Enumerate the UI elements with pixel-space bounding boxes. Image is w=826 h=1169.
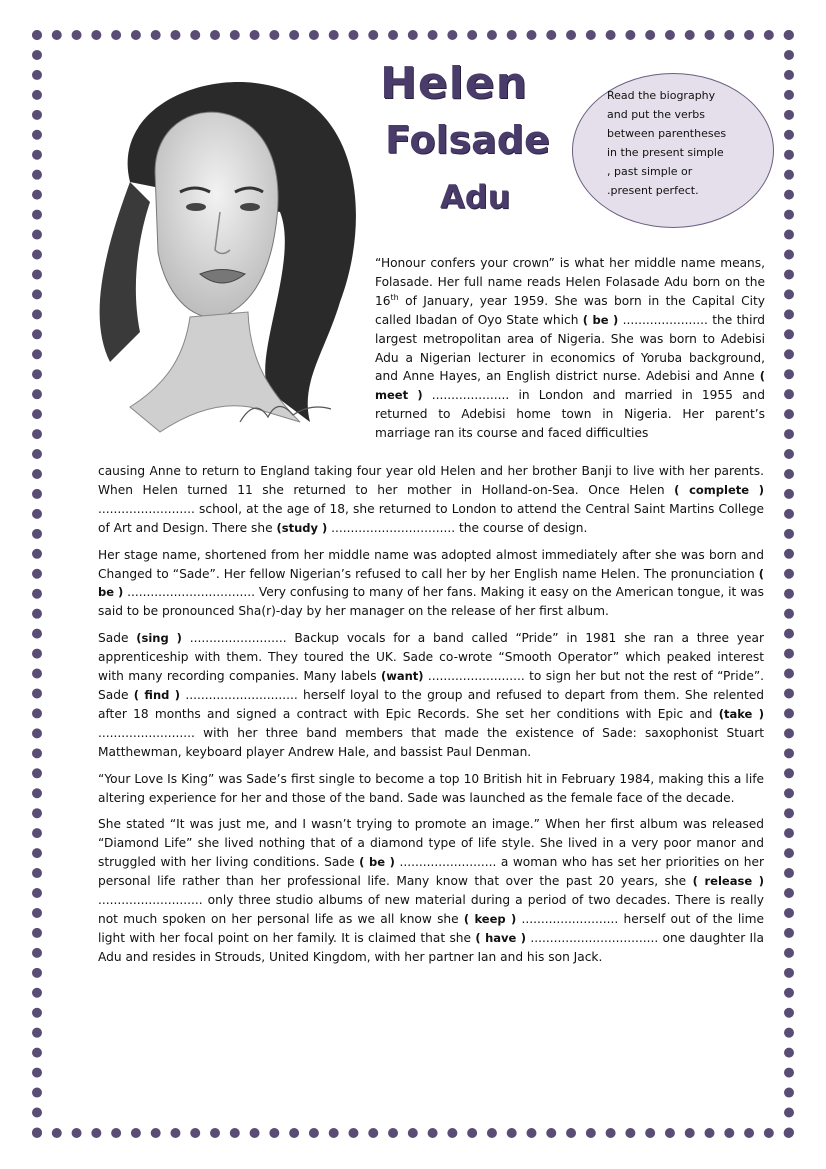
title-first-name: Helen [380, 58, 528, 109]
verb-sing: (sing ) [136, 631, 182, 646]
verb-have: ( have ) [475, 930, 527, 945]
title-middle-name: Folsade [385, 118, 550, 162]
instruction-line: Read the biography [607, 89, 716, 102]
instruction-line: , past simple or [607, 165, 693, 178]
instruction-line: between parentheses [607, 127, 727, 140]
verb-study: (study ) [276, 520, 328, 535]
verb-complete: ( complete ) [674, 482, 764, 497]
intro-paragraph-wrapped: “Honour confers your crown” is what her middle name means, Folasade. Her full name reads Helen Folasade Adu born on the 16th of January, year 1959. She was born in the Capital City called Ibadan of Oyo State which ( be ) ...................... the third largest metropolitan area of Nigeria. She was born to Adebisi Adu a Nigerian lecturer in economics of Yoruba background, and Anne Hayes, an English district nurse. Adebisi and Anne ( meet ) .................... in London and married in 1955 and returned to Adebisi home town in Nigeria. Her parent’s marriage ran its course and faced difficulties [375, 256, 765, 441]
paragraph-love-is-king: “Your Love Is King” was Sade’s first single to become a top 10 British hit in February 1984, making this a life altering experience for her and those of the band. Sade was launched as the female face of the decade. [98, 771, 764, 805]
verb-be-3: ( be ) [359, 855, 395, 870]
verb-find: ( find ) [133, 687, 181, 702]
instruction-line: in the present simple [607, 146, 724, 159]
instruction-line: .present perfect. [607, 184, 699, 197]
instructions-bubble [572, 73, 774, 228]
verb-be: ( be ) [582, 312, 619, 327]
verb-be-2: ( be ) [98, 566, 764, 600]
verb-release: ( release ) [692, 874, 764, 889]
biography-body: causing Anne to return to England taking four year old Helen and her brother Banji to live with her parents. When Helen turned 11 she returned to her mother in Holland-on-Sea. Once Helen ( complete ) ......................... school, at the age of 18, she returned to London to attend the Central Saint Martins College of Art and Design. There she (study ) ................................ the course of design. Her stage name, shortened from her middle name was adopted almost immediately after she was born and Changed to “Sade”. Her fellow Nigerian’s refused to call her by her English name Helen. The pronunciation ( be ) ................................. Very confusing to many of her fans. Making it easy on the American tongue, it was said to be pronounced Sha(r)-day by her manager on the release of her first album. Sade (sing ) ......................... Backup vocals for a band called “Pride” in 1981 she ran a three year apprenticeship with them. They toured the UK. Sade co-wrote “Smooth Operator” which peaked interest with many recording companies. Many labels (want) ......................... to sign her but not the rest of “Pride”. Sade ( find ) ............................. herself loyal to the group and refused to depart from them. She relented after 18 months and signed a contract with Epic Records. She set her conditions with Epic and (take ) ......................... with her three band members that made the existence of Sade: saxophonist Stuart Matthewman, keyboard player Andrew Hale, and bassist Paul Denman. “Your Love Is King” was Sade’s first single to become a top 10 British hit in February 1984, making this a life altering experience for her and those of the band. Sade was launched as the female face of the decade. She stated “It was just me, and I wasn’t trying to promote an image.” When her first album was released “Diamond Life” she lived nothing that of a diamond type of life style. She lived in a very poor manor and struggled with her living conditions. Sade ( be ) ......................... a woman who has set her priorities on her personal life rather than her professional life. Many know that over the past 20 years, she ( release ) ........................... only three studio albums of new material during a period of two decades. There is really not much spoken on her personal life as we all know she ( keep ) ......................... herself out of the lime light with her focal point on her family. It is claimed that she ( have ) ................................. one daughter Ila Adu and resides in Strouds, United Kingdom, with her partner Ian and his son Jack. [98, 464, 765, 964]
verb-keep: ( keep ) [463, 911, 517, 926]
verb-take: (take ) [718, 706, 764, 721]
title-last-name: Adu [440, 178, 511, 216]
portrait-illustration [70, 62, 370, 452]
instruction-line: and put the verbs [607, 108, 706, 121]
verb-meet: ( meet ) [375, 369, 765, 403]
verb-want: (want) [380, 669, 424, 684]
